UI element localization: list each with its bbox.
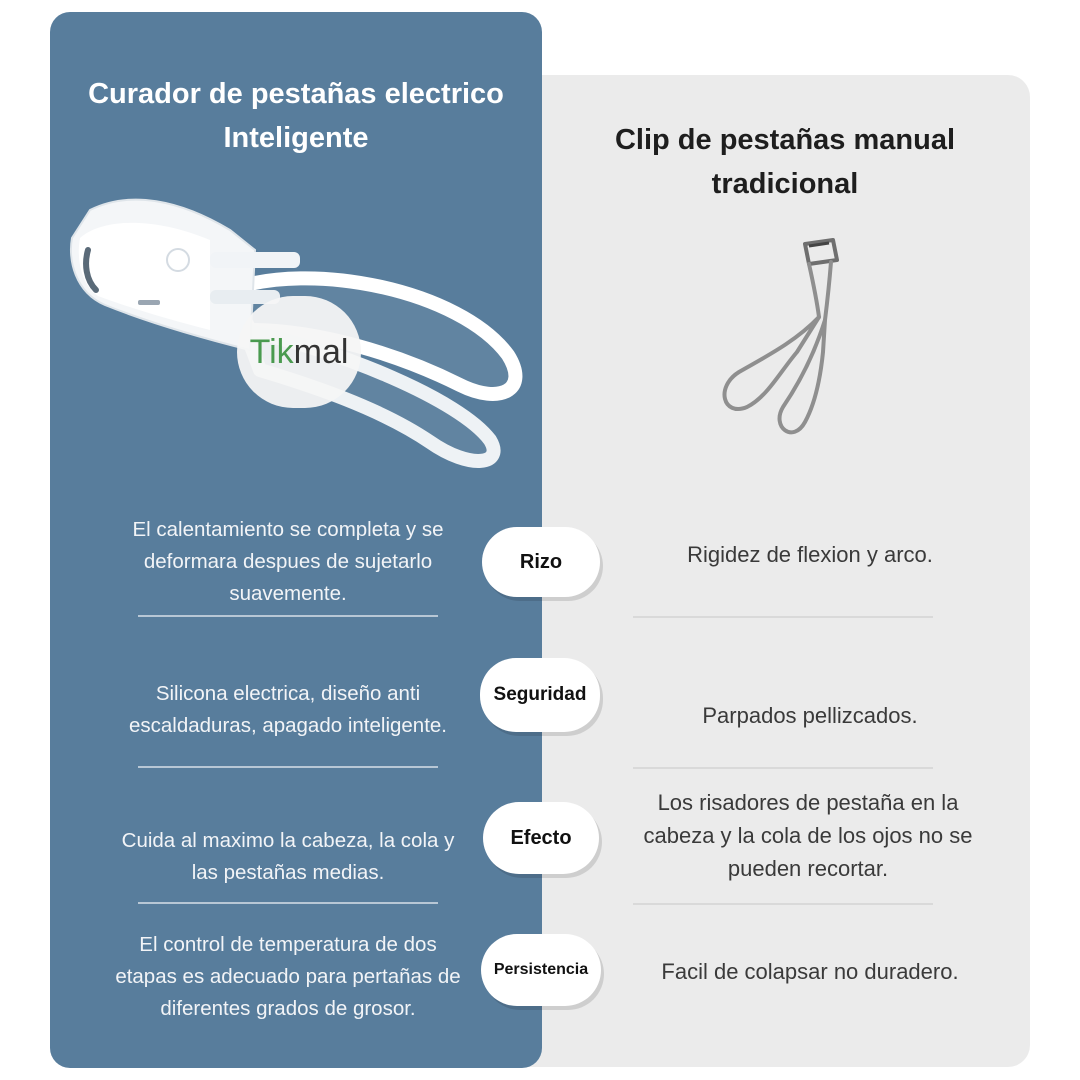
row-divider-right [633, 616, 933, 618]
rizo-label: Rizo [519, 550, 563, 573]
row-divider-left [138, 766, 438, 768]
persistencia-electric-line1: El control de temperatura de dos [139, 933, 437, 956]
rizo-manual-text [620, 538, 1000, 571]
rizo-electric-text [70, 514, 506, 610]
persistencia-electric-line2: etapas es adecuado para pertañas de [115, 965, 461, 988]
watermark-part2: mal [293, 332, 349, 371]
rizo-electric-line3: suavemente. [229, 582, 347, 605]
electric-title-line2: Inteligente [223, 122, 369, 154]
rizo-label-pill [482, 527, 600, 597]
watermark-part1: Tik [249, 332, 294, 371]
row-divider-right [633, 903, 933, 905]
persistencia-label-pill [481, 934, 601, 1006]
electric-curler-title [50, 72, 542, 160]
tikmal-watermark [237, 296, 361, 408]
rizo-manual-line1: Rigidez de flexion y arco. [687, 542, 933, 567]
row-divider-left [138, 902, 438, 904]
electric-title-line1: Curador de pestañas electrico [88, 78, 504, 110]
row-divider-right [633, 767, 933, 769]
efecto-electric-line2: las pestañas medias. [191, 861, 385, 884]
manual-title-line1: Clip de pestañas manual [614, 124, 956, 156]
persistencia-label: Persistencia [493, 961, 589, 978]
persistencia-electric-text [70, 929, 506, 1025]
seguridad-electric-line2: escaldaduras, apagado inteligente. [129, 714, 447, 737]
rizo-electric-line2: deformara despues de sujetarlo [143, 550, 433, 573]
efecto-manual-line3: pueden recortar. [727, 856, 889, 881]
rizo-electric-line1: El calentamiento se completa y se [132, 518, 444, 541]
seguridad-manual-line1: Parpados pellizcados. [702, 703, 918, 728]
seguridad-label: Seguridad [493, 684, 587, 705]
persistencia-manual-text [620, 955, 1000, 988]
efecto-electric-line1: Cuida al maximo la cabeza, la cola y [121, 829, 455, 852]
seguridad-label-pill [480, 658, 600, 732]
efecto-manual-line2: cabeza y la cola de los ojos no se [643, 823, 973, 848]
seguridad-electric-text [70, 678, 506, 742]
manual-curler-image [705, 232, 855, 452]
persistencia-electric-line3: diferentes grados de grosor. [160, 997, 416, 1020]
efecto-manual-text [608, 786, 1008, 885]
seguridad-manual-text [620, 699, 1000, 732]
efecto-electric-text [70, 825, 506, 889]
row-divider-left [138, 615, 438, 617]
efecto-manual-line1: Los risadores de pestaña en la [657, 790, 959, 815]
manual-curler-title [570, 118, 1000, 206]
efecto-label-pill [483, 802, 599, 874]
seguridad-electric-line1: Silicona electrica, diseño anti [155, 682, 421, 705]
persistencia-manual-line1: Facil de colapsar no duradero. [661, 959, 959, 984]
efecto-label: Efecto [510, 826, 572, 849]
manual-title-line2: tradicional [711, 168, 859, 200]
